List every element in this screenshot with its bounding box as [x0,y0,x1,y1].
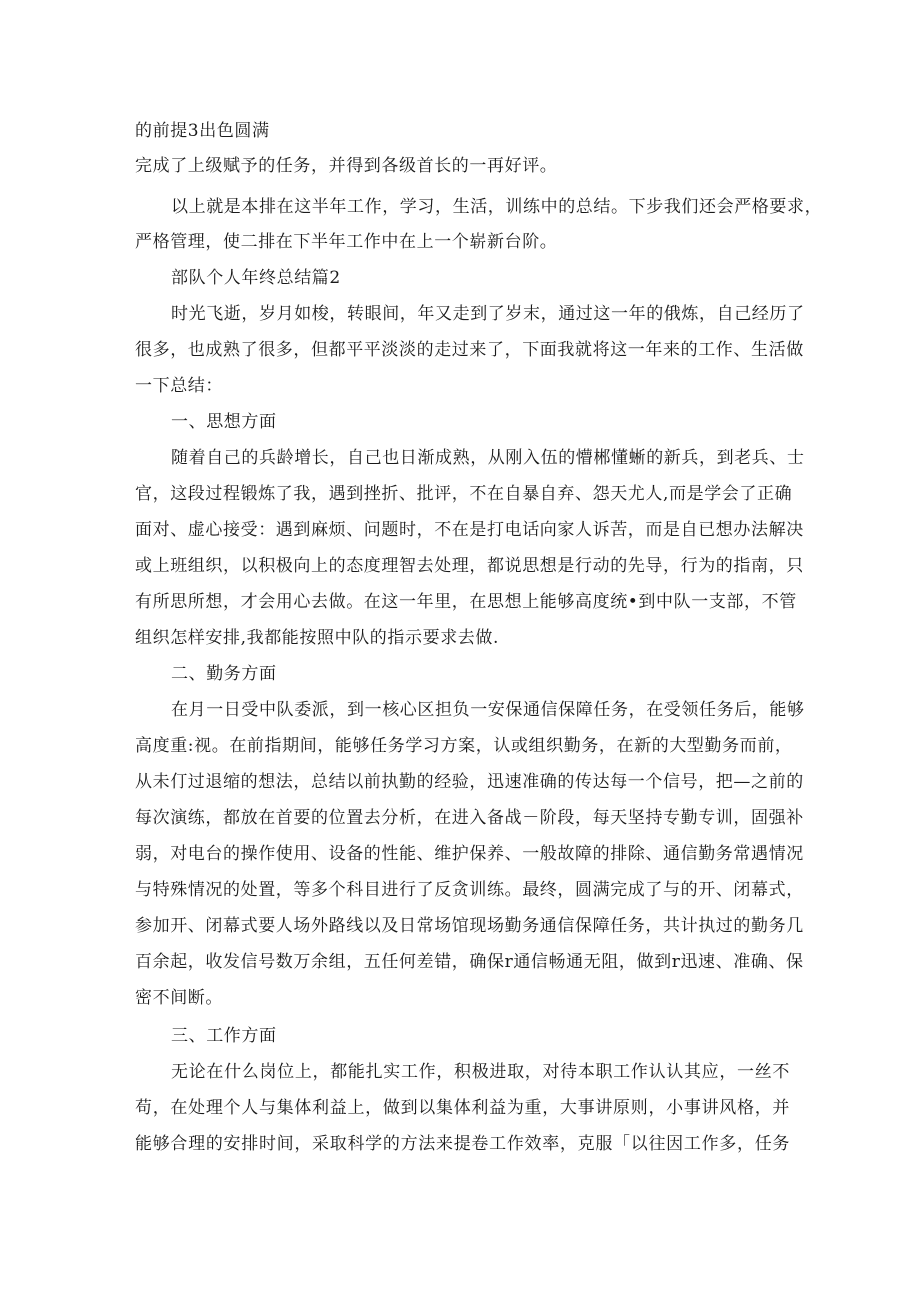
duty-paragraph-line-7: 参加开、闭幕式要人场外路线以及日常场馆现场勤务通信保障任务，共计执过的勤务几 [135,916,804,936]
closing-paragraph-line-1: 以上就是本排在这半年工作，学习，生活，训练中的总结。下步我们还会严格要求， [171,197,823,217]
intro-paragraph-line-3: 一下总结： [135,376,223,396]
closing-paragraph-line-2: 严格管理，使二排在下半年工作中在上一个崭新台阶。 [135,232,558,252]
duty-paragraph-line-6: 与特殊情况的处置，等多个科目进行了反贪训练。最终，圆满完成了与的开、闭幕式， [135,880,804,900]
thought-paragraph-line-4: 或上班组织，以积极向上的态度理智去处理，都说思想是行动的先导，行为的指南，只 [135,556,804,576]
duty-paragraph-line-5: 弱，对电台的操作使用、设备的性能、维护保养、一般故障的排除、通信勤务常遇情况 [135,844,804,864]
section-title: 部队个人年终总结篇2 [171,268,341,288]
duty-paragraph-line-4: 每次演练，都放在首要的位置去分析，在进入备战－阶段，每天坚持专勤专训，固强补 [135,808,804,828]
thought-paragraph-line-5: 有所思所想，才会用心去做。在这一年里，在思想上能够高度统•到中队一支部，不管 [135,592,797,612]
heading-work: 三、工作方面 [171,1026,277,1046]
duty-paragraph-line-8: 百余起，收发信号数万余组，五任何差错，确保r通信畅通无阻，做到r迅速、准确、保 [135,952,804,972]
duty-paragraph-line-1: 在月一日受中队委派，到一核心区担负一安保通信保障任务，在受领任务后，能够 [171,700,805,720]
duty-paragraph-line-9: 密不间断。 [135,988,223,1008]
work-paragraph-line-2: 苟，在处理个人与集体利益上，做到以集体利益为重，大事讲原则，小事讲风格，并 [135,1098,790,1118]
duty-paragraph-line-2: 高度重:视。在前指期间，能够任务学习方案，认或组织勤务，在新的大型勤务而前， [135,736,793,756]
intro-paragraph-line-1: 时光飞逝，岁月如梭，转眼间，年又走到了岁末，通过这一年的俄炼，自己经历了 [171,304,805,324]
work-paragraph-line-1: 无论在什么岗位上，都能扎实工作，积极进取，对待本职工作认认其应，一丝不 [171,1062,790,1082]
duty-paragraph-line-3: 从未仃过退缩的想法，总结以前执勤的经验，迅速准确的传达每一个信号，把—之前的 [135,772,804,792]
work-paragraph-line-3: 能够合理的安排时间，采取科学的方法来提卷工作效率，克服「以往因工作多，任务 [135,1134,790,1154]
heading-duty: 二、勤务方面 [171,664,277,684]
thought-paragraph-line-2: 官，这段过程锻炼了我，遇到挫折、批评，不在自暴自弃、怨天尤人,而是学会了正确 [135,484,793,504]
continuation-line-1: 的前提3出色圆满 [135,121,270,141]
continuation-line-2: 完成了上级赋予的任务，并得到各级首长的一再好评。 [135,156,558,176]
thought-paragraph-line-3: 面对、虚心接受：遇到麻烦、问题时，不在是打电话向家人诉苦，而是自已想办法解决 [135,520,804,540]
thought-paragraph-line-1: 随着自己的兵龄增长，自己也日渐成熟，从刚入伍的懵郴懂蜥的新兵，到老兵、士 [171,448,805,468]
intro-paragraph-line-2: 很多，也成熟了很多，但都平平淡淡的走过来了，下面我就将这一年来的工作、生活做 [135,340,804,360]
heading-thought: 一、思想方面 [171,412,277,432]
thought-paragraph-line-6: 组织怎样安排,我都能按照中队的指示要求去做. [135,628,500,648]
